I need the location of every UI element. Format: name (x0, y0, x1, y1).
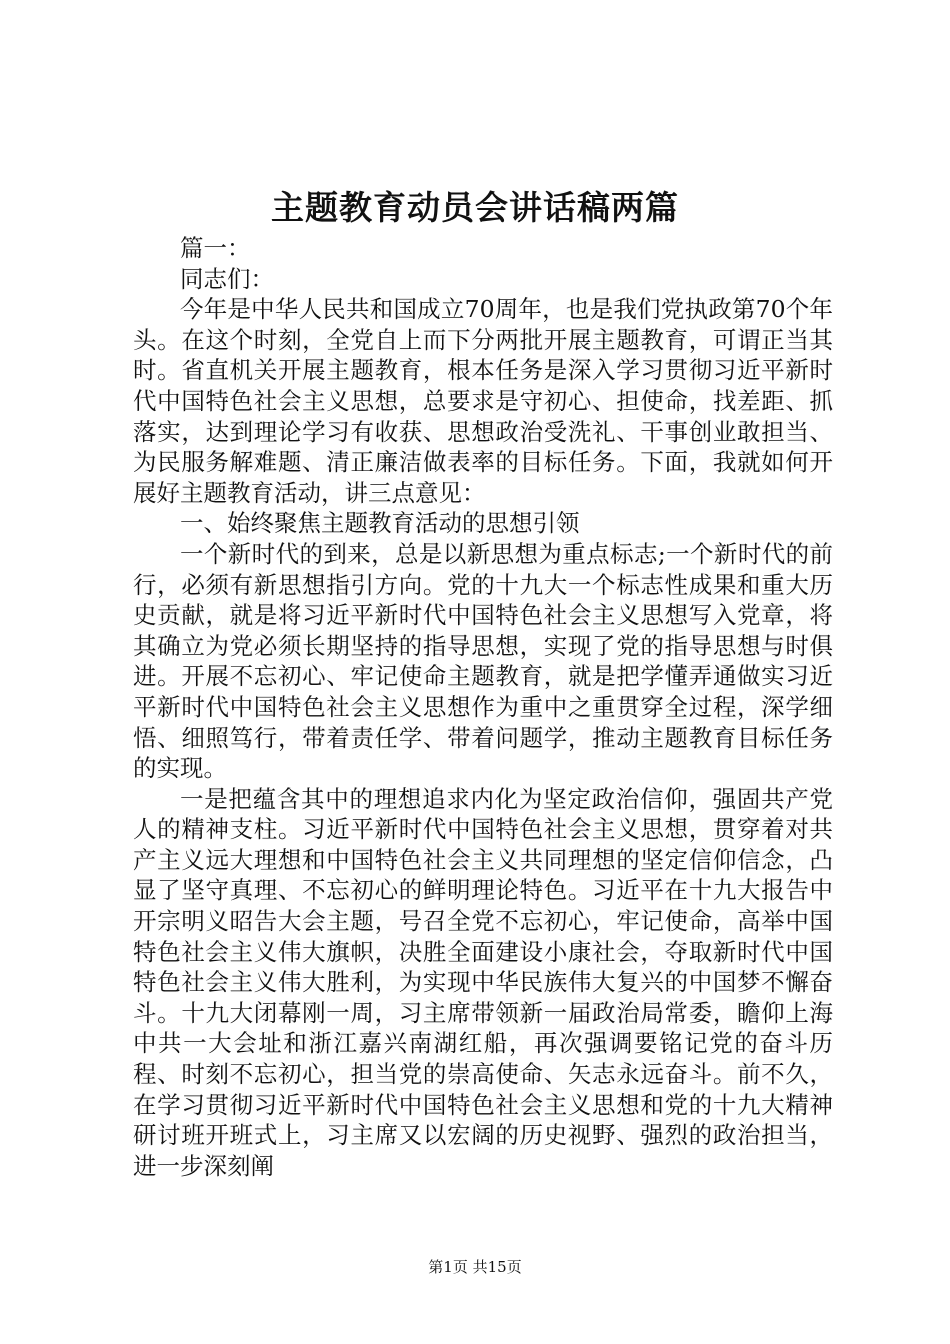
section-heading-part-one: 篇一： (180, 234, 251, 262)
section-heading: 一、始终聚焦主题教育活动的思想引领 (180, 509, 580, 538)
page-number-footer: 第1页 共15页 (428, 1258, 522, 1276)
body-paragraph: 一个新时代的到来，总是以新思想为重点标志;一个新时代的前行，必须有新思想指引方向。党的十九大一个标志性成果和重大历史贡献，就是将习近平新时代中国特色社会主义思想写入党章，将其确立为党必须长期坚持的指导思想，实现了党的指导思想与时俱进。开展不忘初心、牢记使命主题教育，就是把学懂弄通做实习近平新时代中国特色社会主义思想作为重中之重贯穿全过程，深学细悟、细照笃行，带着责任学、带着问题学，推动主题教育目标任务的实现。 (133, 539, 833, 783)
document-body (133, 233, 833, 1181)
body-paragraph: 今年是中华人民共和国成立70周年，也是我们党执政第70个年头。在这个时刻，全党自上而下分两批开展主题教育，可谓正当其时。省直机关开展主题教育，根本任务是深入学习贯彻习近平新时代中国特色社会主义思想，总要求是守初心、担使命，找差距、抓落实，达到理论学习有收获、思想政治受洗礼、干事创业敢担当、为民服务解难题、清正廉洁做表率的目标任务。下面，我就如何开展好主题教育活动，讲三点意见： (133, 295, 833, 507)
document-title: 主题教育动员会讲话稿两篇 (271, 188, 679, 227)
body-paragraph: 一是把蕴含其中的理想追求内化为坚定政治信仰，强固共产党人的精神支柱。习近平新时代中国特色社会主义思想，贯穿着对共产主义远大理想和中国特色社会主义共同理想的坚定信仰信念，凸显了坚守真理、不忘初心的鲜明理论特色。习近平在十九大报告中开宗明义昭告大会主题，号召全党不忘初心，牢记使命，高举中国特色社会主义伟大旗帜，决胜全面建设小康社会，夺取新时代中国特色社会主义伟大胜利，为实现中华民族伟大复兴的中国梦不懈奋斗。十九大闭幕刚一周，习主席带领新一届政治局常委，瞻仰上海中共一大会址和浙江嘉兴南湖红船，再次强调要铭记党的奋斗历程、时刻不忘初心，担当党的崇高使命、矢志永远奋斗。前不久，在学习贯彻习近平新时代中国特色社会主义思想和党的十九大精神研讨班开班式上，习主席又以宏阔的历史视野、强烈的政治担当，进一步深刻阐 (133, 784, 833, 1180)
salutation: 同志们： (180, 264, 274, 293)
